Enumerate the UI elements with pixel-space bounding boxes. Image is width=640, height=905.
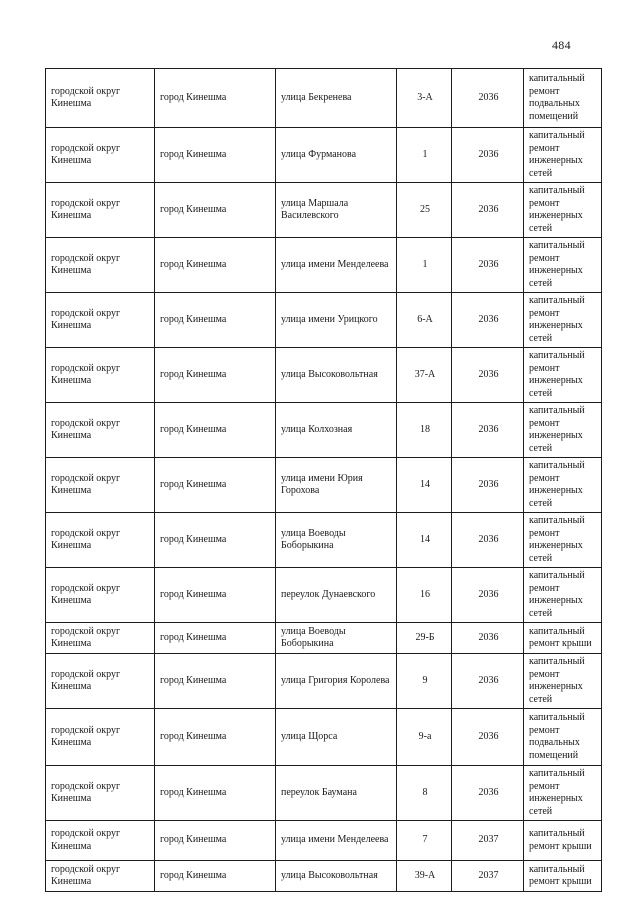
table-row [46, 403, 602, 458]
table-row [46, 861, 602, 892]
table-row [46, 623, 602, 654]
table-row [46, 513, 602, 568]
street-cell: улица имени Менделеева [276, 821, 397, 861]
house-number-cell: 29-Б [397, 623, 452, 654]
house-number-cell: 1 [397, 128, 452, 183]
house-number-cell: 6-А [397, 293, 452, 348]
house-number-cell: 1 [397, 238, 452, 293]
house-number-cell: 3-А [397, 69, 452, 128]
municipality-cell: городской округ Кинешма [46, 821, 155, 861]
settlement-cell: город Кинешма [155, 238, 276, 293]
house-number-cell: 9 [397, 654, 452, 709]
house-number-cell: 14 [397, 458, 452, 513]
municipality-cell: городской округ Кинешма [46, 458, 155, 513]
year-cell: 2036 [452, 128, 524, 183]
table-row [46, 238, 602, 293]
street-cell: улица Григория Королева [276, 654, 397, 709]
municipality-cell: городской округ Кинешма [46, 766, 155, 821]
table-row [46, 348, 602, 403]
settlement-cell: город Кинешма [155, 183, 276, 238]
year-cell: 2037 [452, 861, 524, 892]
house-number-cell: 18 [397, 403, 452, 458]
work-type-cell: капитальный ремонт подвальных помещений [524, 709, 602, 766]
year-cell: 2036 [452, 654, 524, 709]
street-cell: улица Воеводы Боборыкина [276, 513, 397, 568]
municipality-cell: городской округ Кинешма [46, 709, 155, 766]
house-number-cell: 14 [397, 513, 452, 568]
municipality-cell: городской округ Кинешма [46, 348, 155, 403]
house-number-cell: 8 [397, 766, 452, 821]
street-cell: улица Воеводы Боборыкина [276, 623, 397, 654]
work-type-cell: капитальный ремонт инженерных сетей [524, 238, 602, 293]
table-row [46, 709, 602, 766]
table-row [46, 568, 602, 623]
settlement-cell: город Кинешма [155, 654, 276, 709]
street-cell: улица имени Юрия Горохова [276, 458, 397, 513]
street-cell: улица Фурманова [276, 128, 397, 183]
street-cell: переулок Дунаевского [276, 568, 397, 623]
work-type-cell: капитальный ремонт подвальных помещений [524, 69, 602, 128]
municipality-cell: городской округ Кинешма [46, 238, 155, 293]
year-cell: 2036 [452, 568, 524, 623]
capital-repair-table [45, 68, 602, 892]
house-number-cell: 9-а [397, 709, 452, 766]
year-cell: 2036 [452, 623, 524, 654]
table-row [46, 69, 602, 128]
year-cell: 2036 [452, 766, 524, 821]
year-cell: 2036 [452, 513, 524, 568]
work-type-cell: капитальный ремонт инженерных сетей [524, 766, 602, 821]
work-type-cell: капитальный ремонт инженерных сетей [524, 293, 602, 348]
settlement-cell: город Кинешма [155, 403, 276, 458]
work-type-cell: капитальный ремонт инженерных сетей [524, 568, 602, 623]
work-type-cell: капитальный ремонт крыши [524, 821, 602, 861]
year-cell: 2037 [452, 821, 524, 861]
municipality-cell: городской округ Кинешма [46, 861, 155, 892]
municipality-cell: городской округ Кинешма [46, 183, 155, 238]
settlement-cell: город Кинешма [155, 821, 276, 861]
house-number-cell: 7 [397, 821, 452, 861]
settlement-cell: город Кинешма [155, 69, 276, 128]
house-number-cell: 39-А [397, 861, 452, 892]
work-type-cell: капитальный ремонт инженерных сетей [524, 458, 602, 513]
year-cell: 2036 [452, 458, 524, 513]
street-cell: улица имени Менделеева [276, 238, 397, 293]
table-row [46, 766, 602, 821]
municipality-cell: городской округ Кинешма [46, 623, 155, 654]
settlement-cell: город Кинешма [155, 623, 276, 654]
year-cell: 2036 [452, 348, 524, 403]
municipality-cell: городской округ Кинешма [46, 69, 155, 128]
work-type-cell: капитальный ремонт инженерных сетей [524, 183, 602, 238]
table-row [46, 128, 602, 183]
settlement-cell: город Кинешма [155, 128, 276, 183]
house-number-cell: 37-А [397, 348, 452, 403]
street-cell: переулок Баумана [276, 766, 397, 821]
settlement-cell: город Кинешма [155, 458, 276, 513]
work-type-cell: капитальный ремонт крыши [524, 861, 602, 892]
work-type-cell: капитальный ремонт крыши [524, 623, 602, 654]
year-cell: 2036 [452, 69, 524, 128]
settlement-cell: город Кинешма [155, 709, 276, 766]
work-type-cell: капитальный ремонт инженерных сетей [524, 128, 602, 183]
settlement-cell: город Кинешма [155, 568, 276, 623]
table-row [46, 821, 602, 861]
settlement-cell: город Кинешма [155, 293, 276, 348]
table-body [46, 69, 602, 892]
municipality-cell: городской округ Кинешма [46, 513, 155, 568]
work-type-cell: капитальный ремонт инженерных сетей [524, 403, 602, 458]
year-cell: 2036 [452, 183, 524, 238]
street-cell: улица Бекренева [276, 69, 397, 128]
municipality-cell: городской округ Кинешма [46, 293, 155, 348]
table-row [46, 458, 602, 513]
municipality-cell: городской округ Кинешма [46, 403, 155, 458]
street-cell: улица Щорса [276, 709, 397, 766]
year-cell: 2036 [452, 293, 524, 348]
municipality-cell: городской округ Кинешма [46, 654, 155, 709]
house-number-cell: 25 [397, 183, 452, 238]
street-cell: улица Маршала Василевского [276, 183, 397, 238]
table-row [46, 654, 602, 709]
street-cell: улица имени Урицкого [276, 293, 397, 348]
municipality-cell: городской округ Кинешма [46, 128, 155, 183]
table-row [46, 183, 602, 238]
work-type-cell: капитальный ремонт инженерных сетей [524, 654, 602, 709]
municipality-cell: городской округ Кинешма [46, 568, 155, 623]
settlement-cell: город Кинешма [155, 766, 276, 821]
work-type-cell: капитальный ремонт инженерных сетей [524, 513, 602, 568]
street-cell: улица Высоковольтная [276, 861, 397, 892]
street-cell: улица Высоковольтная [276, 348, 397, 403]
settlement-cell: город Кинешма [155, 513, 276, 568]
street-cell: улица Колхозная [276, 403, 397, 458]
work-type-cell: капитальный ремонт инженерных сетей [524, 348, 602, 403]
year-cell: 2036 [452, 709, 524, 766]
settlement-cell: город Кинешма [155, 348, 276, 403]
page-number: 484 [552, 38, 571, 52]
year-cell: 2036 [452, 403, 524, 458]
settlement-cell: город Кинешма [155, 861, 276, 892]
table-row [46, 293, 602, 348]
house-number-cell: 16 [397, 568, 452, 623]
year-cell: 2036 [452, 238, 524, 293]
